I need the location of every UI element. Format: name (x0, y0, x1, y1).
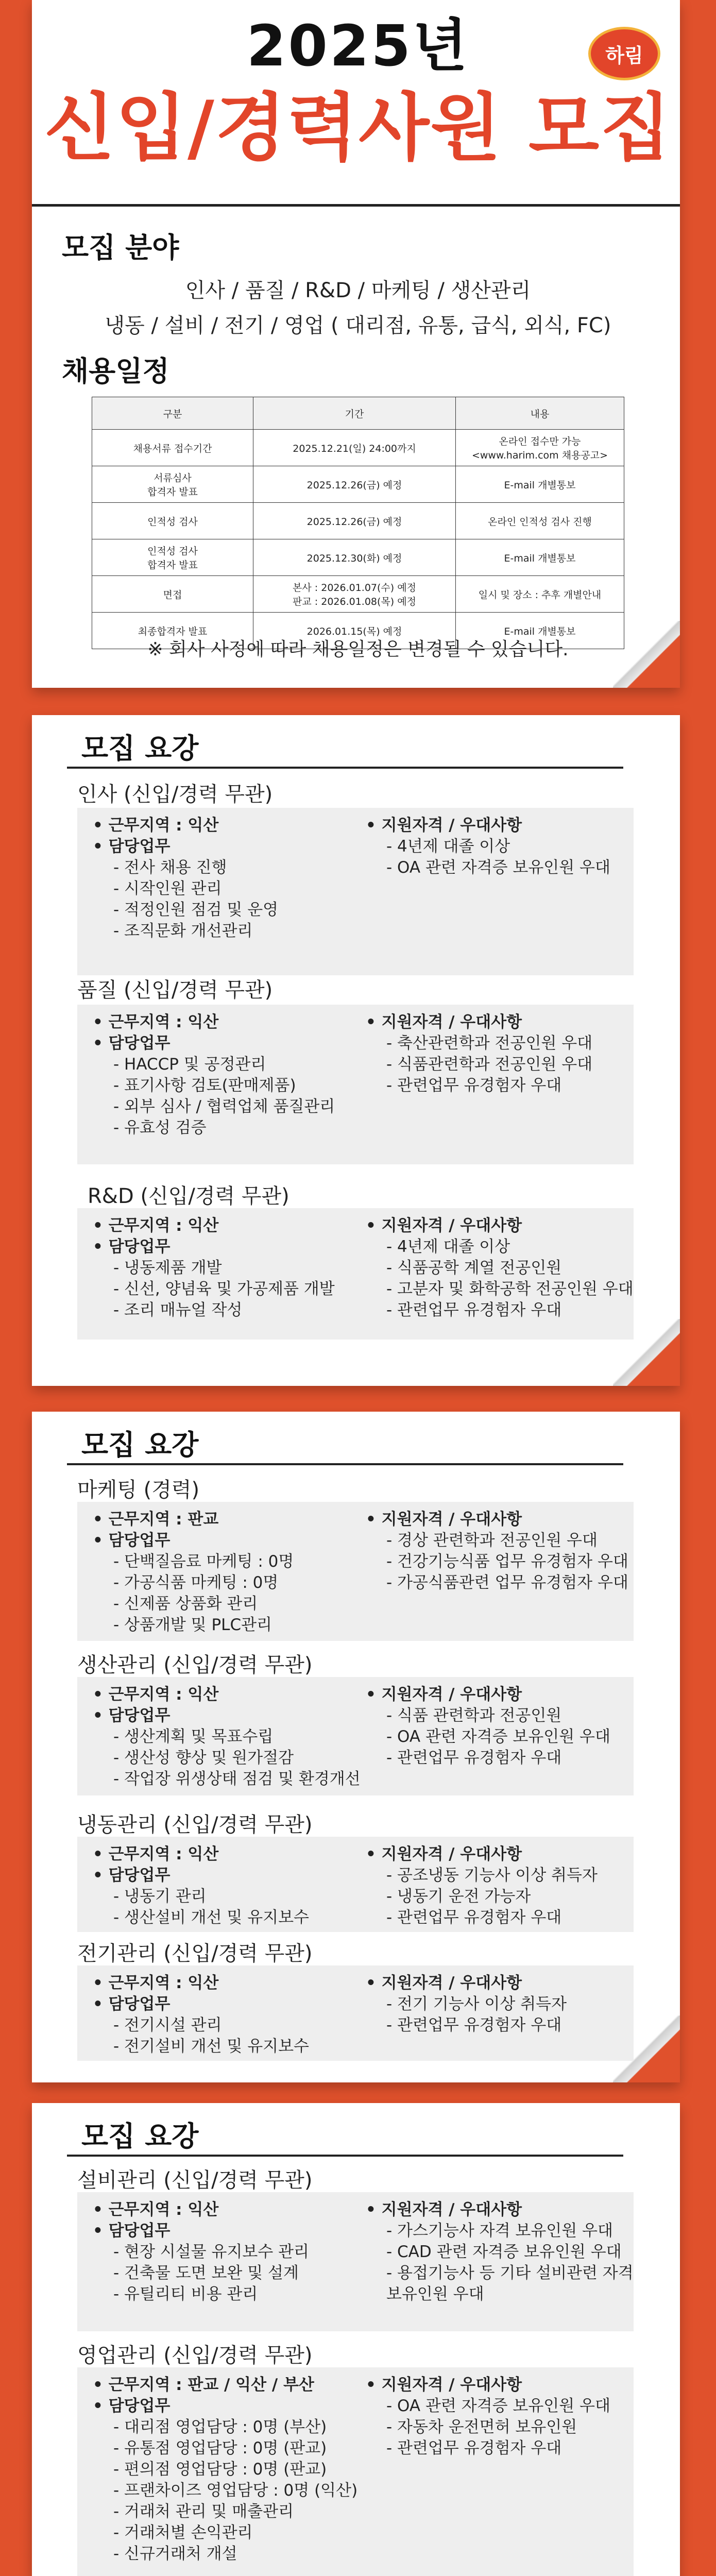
role-title: 품질 (신입/경력 무관) (77, 978, 273, 1002)
role-column (366, 1684, 610, 1769)
role-column (366, 1509, 628, 1594)
role-item: - 편의점 영업담당 : 0명 (판교) (113, 2460, 327, 2479)
role-item: - 현장 시설물 유지보수 관리 (113, 2243, 310, 2261)
schedule-cell-content: 온라인 접수만 가능 <www.harim.com 채용공고> (456, 430, 624, 466)
role-item: - 생산설비 개선 및 유지보수 (113, 1908, 310, 1927)
role-item: - CAD 관련 자격증 보유인원 우대 (386, 2243, 622, 2261)
role-title: 영업관리 (신입/경력 무관) (77, 2344, 313, 2367)
role-item: - 조리 매뉴얼 작성 (113, 1301, 243, 1319)
role-bullet: • 지원자격 / 우대사항 (366, 816, 522, 835)
role-column (93, 1684, 361, 1790)
role-item: - 가스기능사 자격 보유인원 우대 (386, 2222, 613, 2240)
role-column (366, 2199, 634, 2305)
role-detail-box (77, 1208, 634, 1340)
role-bullet: • 지원자격 / 우대사항 (366, 1845, 522, 1863)
role-item: - 유효성 검증 (113, 1118, 207, 1137)
role-item: - 신제품 상품화 관리 (113, 1595, 258, 1613)
role-bullet: • 지원자격 / 우대사항 (366, 2376, 522, 2394)
role-item: - 관련업무 유경험자 우대 (386, 1749, 562, 1767)
role-column (366, 815, 610, 878)
role-bullet: • 근무지역 : 익산 (93, 1013, 219, 1031)
role-bullet: • 근무지역 : 익산 (93, 816, 219, 835)
role-item: - 냉동제품 개발 (113, 1259, 222, 1277)
role-item: - 가공식품관련 업무 유경험자 우대 (386, 1573, 628, 1592)
schedule-cell-period: 본사 : 2026.01.07(수) 예정 판교 : 2026.01.08(목) 예정 (253, 576, 456, 613)
role-item: - 거래처별 손익관리 (113, 2523, 253, 2542)
role-item: - 관련업무 유경험자 우대 (386, 2016, 562, 2035)
role-bullet: • 지원자격 / 우대사항 (366, 1685, 522, 1704)
role-item: - 상품개발 및 PLC관리 (113, 1616, 272, 1634)
role-title: 생산관리 (신입/경력 무관) (77, 1653, 313, 1677)
role-item: - 유통점 영업담당 : 0명 (판교) (113, 2439, 327, 2458)
role-title: R&D (신입/경력 무관) (88, 1184, 289, 1208)
fields-heading: 모집 분야 (62, 231, 179, 264)
role-item: - 자동차 운전면허 보유인원 (386, 2418, 577, 2436)
role-item: - 관련업무 유경험자 우대 (386, 1301, 562, 1319)
role-bullet: • 담당업무 (93, 1995, 171, 2013)
schedule-cell-category: 인적성 검사 (92, 503, 253, 539)
harim-logo: 하림 (588, 27, 660, 80)
schedule-cell-content: 일시 및 장소 : 추후 개별안내 (456, 576, 624, 613)
role-item: - 표기사항 검토(판매제품) (113, 1076, 296, 1095)
schedule-cell-content: E-mail 개별통보 (456, 466, 624, 503)
recruit-heading: 모집 요강 (81, 2120, 199, 2153)
role-item: - 전사 채용 진행 (113, 858, 227, 877)
role-column (366, 1973, 567, 2036)
schedule-cell-period: 2025.12.21(일) 24:00까지 (253, 430, 456, 466)
schedule-cell-category: 최종합격자 발표 (92, 613, 253, 649)
role-item: - 적정인원 점검 및 운영 (113, 901, 279, 919)
role-column (93, 2199, 309, 2305)
schedule-row (92, 466, 624, 503)
role-column (366, 2375, 610, 2459)
role-item: - HACCP 및 공정관리 (113, 1055, 266, 1074)
role-item: - 생산계획 및 목표수립 (113, 1727, 274, 1746)
role-item: - 경상 관련학과 전공인원 우대 (386, 1531, 598, 1550)
role-item: - 4년제 대졸 이상 (386, 1238, 510, 1256)
role-detail-box (77, 1965, 634, 2061)
role-bullet: • 근무지역 : 판교 / 익산 / 부산 (93, 2376, 314, 2394)
role-bullet: • 지원자격 / 우대사항 (366, 1216, 522, 1235)
role-detail-box (77, 1837, 634, 1932)
role-bullet: • 지원자격 / 우대사항 (366, 1013, 522, 1031)
role-column (93, 1844, 309, 1928)
role-item: - 거래처 관리 및 매출관리 (113, 2502, 294, 2521)
recruit-heading-divider (67, 2155, 623, 2157)
col-header-category: 구분 (92, 397, 253, 430)
role-item: - 작업장 위생상태 점검 및 환경개선 (113, 1770, 361, 1788)
header-year: 2025년 (246, 13, 470, 79)
role-item: 보유인원 우대 (386, 2285, 484, 2303)
role-title: 마케팅 (경력) (77, 1478, 200, 1502)
recruit-heading: 모집 요강 (81, 1429, 199, 1461)
role-title: 설비관리 (신입/경력 무관) (77, 2168, 313, 2192)
role-title: 전기관리 (신입/경력 무관) (77, 1942, 313, 1965)
role-item: - 전기 기능사 이상 취득자 (386, 1995, 567, 2013)
role-item: - 조직문화 개선관리 (113, 922, 253, 940)
role-item: - 신규거래처 개설 (113, 2545, 237, 2563)
role-column (93, 2375, 357, 2565)
title-divider (32, 204, 680, 207)
role-item: - 유틸리티 비용 관리 (113, 2285, 258, 2303)
role-bullet: • 근무지역 : 익산 (93, 1685, 219, 1704)
role-bullet: • 지원자격 / 우대사항 (366, 1510, 522, 1529)
role-item: - 식품공학 계열 전공인원 (386, 1259, 562, 1277)
schedule-cell-content: 온라인 인적성 검사 진행 (456, 503, 624, 539)
role-bullet: • 담당업무 (93, 1531, 171, 1550)
role-item: - 냉동기 관리 (113, 1887, 207, 1906)
role-column (93, 1509, 294, 1636)
schedule-cell-content: E-mail 개별통보 (456, 613, 624, 649)
role-item: - 프랜차이즈 영업담당 : 0명 (익산) (113, 2481, 358, 2500)
role-item: - 건강기능식품 업무 유경험자 우대 (386, 1552, 628, 1571)
role-item: - OA 관련 자격증 보유인원 우대 (386, 1727, 610, 1746)
role-detail-box (77, 1005, 634, 1164)
recruit-heading: 모집 요강 (81, 732, 199, 765)
role-item: - 전기시설 관리 (113, 2016, 222, 2035)
role-item: - 단백질음료 마케팅 : 0명 (113, 1552, 294, 1571)
role-item: - 용접기능사 등 기타 설비관련 자격 (386, 2264, 634, 2282)
role-item: - 냉동기 운전 가능자 (386, 1887, 531, 1906)
fields-line-1: 인사 / 품질 / R&D / 마케팅 / 생산관리 (185, 279, 531, 302)
page-title: 신입/경력사원 모집 (44, 86, 672, 171)
role-item: - 식품 관련학과 전공인원 (386, 1706, 562, 1725)
role-item: - 대리점 영업담당 : 0명 (부산) (113, 2418, 327, 2436)
role-bullet: • 근무지역 : 판교 (93, 1510, 219, 1529)
role-bullet: • 담당업무 (93, 1238, 171, 1256)
role-bullet: • 담당업무 (93, 1706, 171, 1725)
recruit-heading-divider (67, 1463, 623, 1465)
role-detail-box (77, 2192, 634, 2331)
role-item: - 생산성 향상 및 원가절감 (113, 1749, 294, 1767)
role-column (93, 1012, 335, 1139)
role-item: - 관련업무 유경험자 우대 (386, 1908, 562, 1927)
schedule-heading: 채용일정 (62, 355, 169, 387)
schedule-cell-category: 면접 (92, 576, 253, 613)
role-column (366, 1215, 634, 1321)
role-column (366, 1844, 598, 1928)
role-detail-box (77, 808, 634, 975)
role-item: - 외부 심사 / 협력업체 품질관리 (113, 1097, 335, 1116)
role-bullet: • 지원자격 / 우대사항 (366, 2200, 522, 2219)
role-item: - 관련업무 유경험자 우대 (386, 2439, 562, 2458)
schedule-row (92, 430, 624, 466)
role-item: - 공조냉동 기능사 이상 취득자 (386, 1866, 598, 1885)
schedule-cell-period: 2025.12.30(화) 예정 (253, 539, 456, 576)
role-title: 인사 (신입/경력 무관) (77, 783, 273, 806)
role-item: - 시작인원 관리 (113, 879, 222, 898)
role-item: - 고분자 및 화학공학 전공인원 우대 (386, 1280, 634, 1298)
schedule-row (92, 503, 624, 539)
role-bullet: • 근무지역 : 익산 (93, 1216, 219, 1235)
schedule-table (92, 397, 624, 649)
role-detail-box (77, 2367, 634, 2576)
role-item: - OA 관련 자격증 보유인원 우대 (386, 2397, 610, 2415)
role-column (93, 1973, 309, 2057)
role-detail-box (77, 1502, 634, 1641)
col-header-content: 내용 (456, 397, 624, 430)
role-bullet: • 담당업무 (93, 2222, 171, 2240)
schedule-cell-period: 2026.01.15(목) 예정 (253, 613, 456, 649)
schedule-row (92, 576, 624, 613)
role-bullet: • 담당업무 (93, 2397, 171, 2415)
fields-line-2: 냉동 / 설비 / 전기 / 영업 ( 대리점, 유통, 급식, 외식, FC) (105, 314, 611, 337)
role-item: - 건축물 도면 보완 및 설계 (113, 2264, 299, 2282)
schedule-cell-period: 2025.12.26(금) 예정 (253, 466, 456, 503)
role-item: - 가공식품 마케팅 : 0명 (113, 1573, 279, 1592)
role-detail-box (77, 1677, 634, 1795)
role-bullet: • 근무지역 : 익산 (93, 1974, 219, 1992)
schedule-cell-category: 채용서류 접수기간 (92, 430, 253, 466)
role-item: - 4년제 대졸 이상 (386, 837, 510, 856)
role-bullet: • 근무지역 : 익산 (93, 2200, 219, 2219)
schedule-header-row (92, 397, 624, 430)
role-item: - 축산관련학과 전공인원 우대 (386, 1034, 593, 1053)
schedule-cell-category: 인적성 검사 합격자 발표 (92, 539, 253, 576)
schedule-cell-content: E-mail 개별통보 (456, 539, 624, 576)
role-bullet: • 담당업무 (93, 1866, 171, 1885)
schedule-cell-period: 2025.12.26(금) 예정 (253, 503, 456, 539)
role-item: - 신선, 양념육 및 가공제품 개발 (113, 1280, 335, 1298)
recruit-heading-divider (67, 767, 623, 769)
role-column (93, 1215, 335, 1321)
role-item: - OA 관련 자격증 보유인원 우대 (386, 858, 610, 877)
role-item: - 관련업무 유경험자 우대 (386, 1076, 562, 1095)
schedule-cell-category: 서류심사 합격자 발표 (92, 466, 253, 503)
role-column (93, 815, 278, 942)
schedule-note: ※ 회사 사정에 따라 채용일정은 변경될 수 있습니다. (147, 639, 569, 660)
schedule-row (92, 539, 624, 576)
role-item: - 식품관련학과 전공인원 우대 (386, 1055, 593, 1074)
role-title: 냉동관리 (신입/경력 무관) (77, 1813, 313, 1837)
col-header-period: 기간 (253, 397, 456, 430)
role-column (366, 1012, 592, 1096)
role-item: - 전기설비 개선 및 유지보수 (113, 2037, 310, 2056)
role-bullet: • 지원자격 / 우대사항 (366, 1974, 522, 1992)
role-bullet: • 담당업무 (93, 837, 171, 856)
role-bullet: • 근무지역 : 익산 (93, 1845, 219, 1863)
role-bullet: • 담당업무 (93, 1034, 171, 1053)
